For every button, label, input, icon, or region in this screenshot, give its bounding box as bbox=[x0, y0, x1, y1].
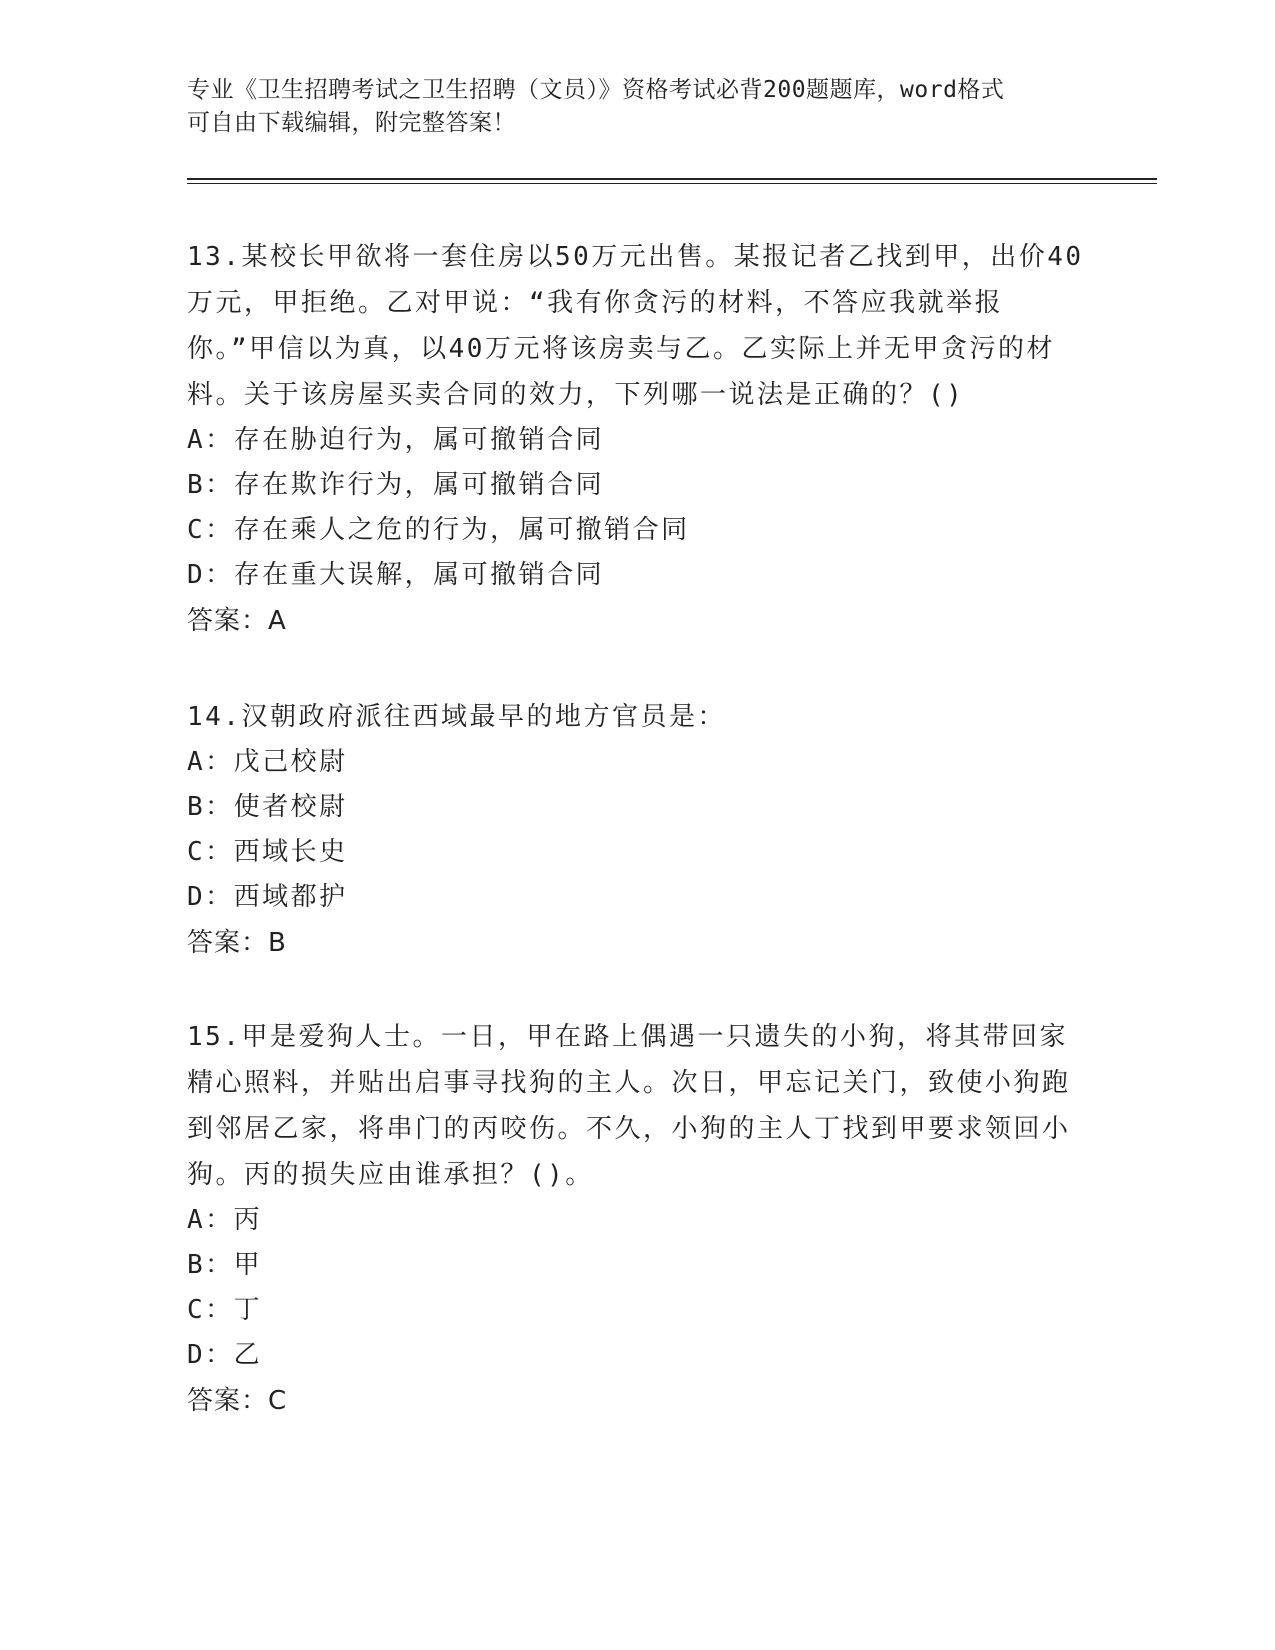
option-b: B：存在欺诈行为，属可撤销合同 bbox=[187, 470, 605, 500]
header-title-line-1: 专业《卫生招聘考试之卫生招聘（文员）》资格考试必背200题题库，word格式 bbox=[187, 77, 1005, 103]
option-c: C：西域长史 bbox=[187, 837, 348, 867]
question-stem: 15.甲是爱狗人士。一日，甲在路上偶遇一只遗失的小狗，将其带回家精心照料，并贴出启事寻找狗的主人。次日，甲忘记关门，致使小狗跑到邻居乙家，将串门的丙咬伤。不久，小狗的主人丁找到甲要求领回小狗。丙的损失应由谁承担？()。 bbox=[187, 1022, 1071, 1190]
question-15 bbox=[187, 1014, 1087, 1424]
question-13 bbox=[187, 234, 1087, 644]
option-a: A：存在胁迫行为，属可撤销合同 bbox=[187, 425, 605, 455]
header-divider-thin bbox=[187, 183, 1157, 184]
option-a: A：戊己校尉 bbox=[187, 747, 348, 777]
option-c: C：存在乘人之危的行为，属可撤销合同 bbox=[187, 515, 690, 545]
option-b: B：甲 bbox=[187, 1250, 263, 1280]
answer-line: 答案：C bbox=[187, 1386, 288, 1416]
option-d: D：存在重大误解，属可撤销合同 bbox=[187, 560, 605, 590]
option-a: A：丙 bbox=[187, 1205, 263, 1235]
option-d: D：乙 bbox=[187, 1340, 263, 1370]
option-c: C：丁 bbox=[187, 1295, 263, 1325]
document-header bbox=[187, 74, 1087, 140]
option-b: B：使者校尉 bbox=[187, 792, 348, 822]
header-divider-thick bbox=[187, 178, 1157, 180]
question-stem: 14.汉朝政府派往西域最早的地方官员是： bbox=[187, 702, 726, 732]
answer-line: 答案：B bbox=[187, 928, 287, 958]
question-stem: 13.某校长甲欲将一套住房以50万元出售。某报记者乙找到甲，出价40万元，甲拒绝。乙对甲说：“我有你贪污的材料，不答应我就举报你。”甲信以为真，以40万元将该房卖与乙。乙实际上并无甲贪污的材料。关于该房屋买卖合同的效力，下列哪一说法是正确的？() bbox=[187, 242, 1084, 410]
header-title-line-2: 可自由下载编辑，附完整答案！ bbox=[187, 110, 516, 136]
question-14 bbox=[187, 694, 1087, 966]
answer-line: 答案：A bbox=[187, 606, 287, 636]
option-d: D：西域都护 bbox=[187, 882, 348, 912]
